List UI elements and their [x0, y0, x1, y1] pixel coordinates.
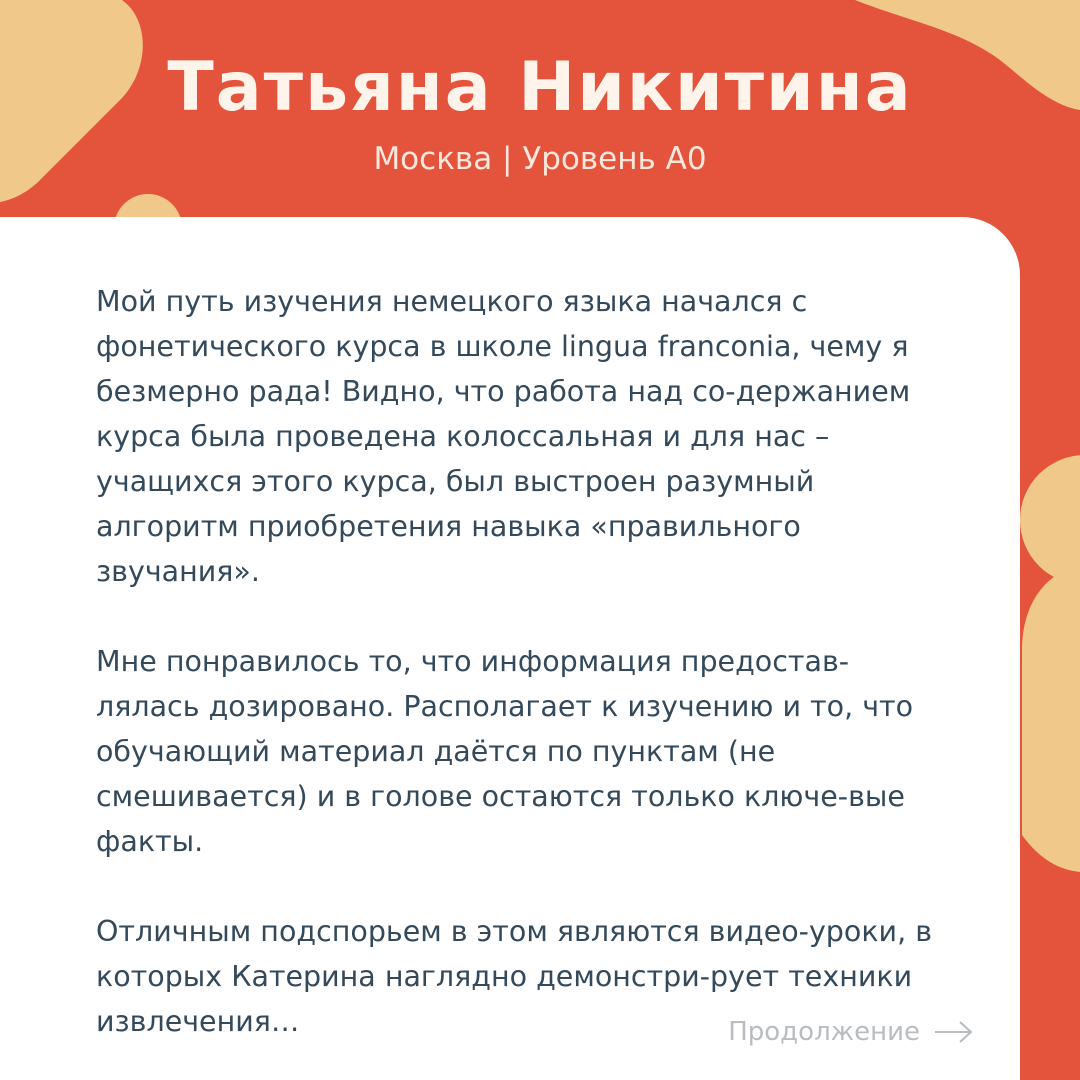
- review-card: [0, 217, 1020, 1080]
- page-title: Татьяна Никитина: [167, 48, 913, 127]
- subtitle-location-level: Москва | Уровень А0: [373, 141, 707, 177]
- review-paragraph-3: Отличным подспорьем в этом являются видео-уроки, в которых Катерина наглядно демонстри-рует техники извлечения…: [96, 915, 932, 1038]
- continue-link[interactable]: [728, 1015, 974, 1049]
- blob-bottom-right: [1022, 565, 1080, 872]
- review-text: [96, 279, 936, 1044]
- review-paragraph-2: Мне понравилось то, что информация предостав-лялась дозировано. Располагает к изучению и то, что обучающий материал даётся по пунктам (не смешивается) и в голове остаются только ключе-вые факты.: [96, 645, 914, 858]
- continue-label: Продолжение: [728, 1017, 920, 1047]
- review-paragraph-1: Мой путь изучения немецкого языка начался с фонетического курса в школе lingua franconia, чему я безмерно рада! Видно, что работа над со-держанием курса была проведена колоссальная и для нас – учащихся этого курса, был выстроен разумный алгоритм приобретения навыка «правильного звучания».: [96, 285, 911, 588]
- header: [0, 0, 1080, 215]
- arrow-right-icon: [934, 1020, 974, 1044]
